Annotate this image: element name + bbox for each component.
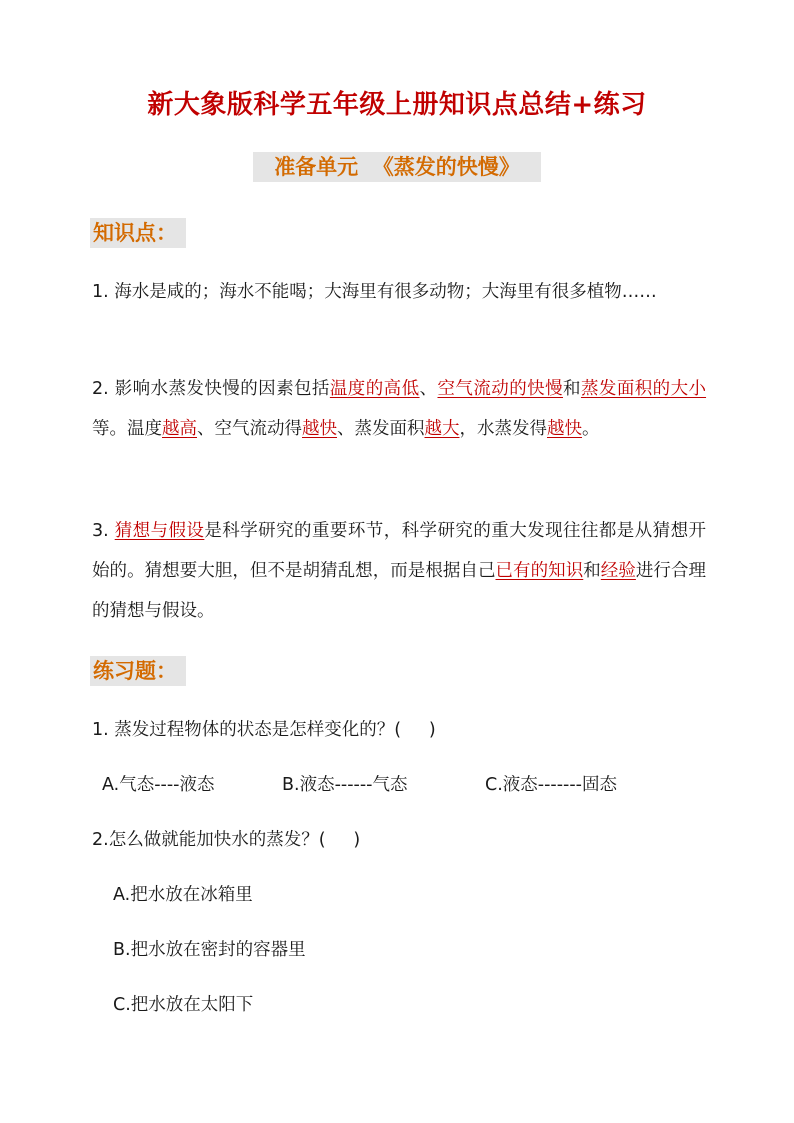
p2-text-5: 、空气流动得 [197,419,302,439]
p3-text-2: 是科学研究的重要环节，科学研究的重大发现往往都是从猜想开始的。猜想要大胆，但不是胡猜乱想，而是根据自己 [92,521,707,581]
knowledge-point-3 [92,511,706,631]
exercises-heading: 练习题： [90,656,186,686]
q2-option-c: C.把水放在太阳下 [113,995,254,1015]
knowledge-heading: 知识点： [90,218,186,248]
keyword-faster: 越快 [302,419,337,439]
p2-text-2: 、 [419,379,438,399]
q2-option-a: A.把水放在冰箱里 [113,885,253,905]
keyword-faster-2: 越快 [547,419,582,439]
knowledge-point-1: 1. 海水是咸的；海水不能喝；大海里有很多动物；大海里有很多植物…… [92,282,657,302]
p2-text-8: 。 [582,419,600,439]
q1-option-a: A.气态----液态 [102,775,215,795]
q2-option-b: B.把水放在密封的容器里 [113,940,306,960]
keyword-knowledge: 已有的知识 [495,561,584,581]
p3-text-3: 和 [583,561,601,581]
document-title: 新大象版科学五年级上册知识点总结+练习 [147,90,647,120]
p2-text-1: 2. 影响水蒸发快慢的因素包括 [92,379,330,399]
unit-title: 准备单元 《蒸发的快慢》 [253,152,541,182]
keyword-airflow: 空气流动的快慢 [437,379,564,399]
p3-text-4: 进行合理的猜想与假设。 [92,561,707,621]
question-1: 1. 蒸发过程物体的状态是怎样变化的？( ) [92,720,436,740]
keyword-hypothesis: 猜想与假设 [114,521,205,541]
q1-option-b: B.液态------气态 [282,775,408,795]
keyword-experience: 经验 [600,561,636,581]
p2-text-4: 等。温度 [92,419,162,439]
p2-text-3: 和 [563,379,581,399]
keyword-higher: 越高 [162,419,197,439]
p2-text-7: ，水蒸发得 [459,419,547,439]
keyword-surface-area: 蒸发面积的大小 [580,379,707,399]
question-2: 2.怎么做就能加快水的蒸发？( ) [92,830,361,850]
keyword-temperature: 温度的高低 [329,379,420,399]
keyword-larger: 越大 [424,419,460,439]
p2-text-6: 、蒸发面积 [337,419,425,439]
q1-option-c: C.液态-------固态 [485,775,617,795]
knowledge-point-2 [92,369,706,449]
p3-text-1: 3. [92,521,115,541]
